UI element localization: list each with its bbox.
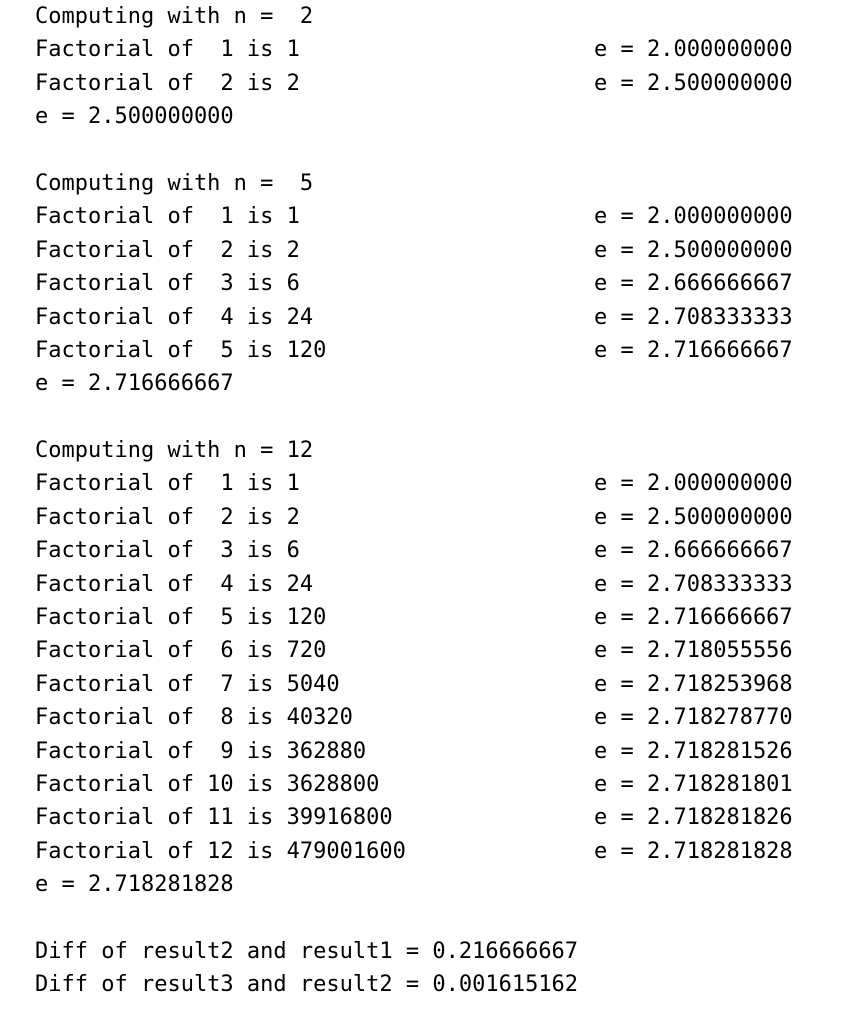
factorial-row: [35, 234, 835, 267]
factorial-row: [35, 701, 835, 734]
factorial-text: Factorial of 10 is 3628800: [35, 771, 380, 797]
blank-line: [35, 902, 835, 935]
e-value: e = 2.718278770: [594, 705, 793, 731]
e-value: e = 2.666666667: [594, 271, 793, 297]
e-value: e = 2.716666667: [594, 605, 793, 631]
result-text: e = 2.716666667: [35, 371, 234, 397]
factorial-row: [35, 668, 835, 701]
e-value: e = 2.000000000: [594, 471, 793, 497]
diff-text: Diff of result3 and result2 = 0.001615162: [35, 972, 579, 998]
e-value: e = 2.000000000: [594, 37, 793, 63]
factorial-row: [35, 267, 835, 300]
factorial-row: [35, 835, 835, 868]
factorial-text: Factorial of 2 is 2: [35, 504, 300, 530]
factorial-text: Factorial of 6 is 720: [35, 638, 327, 664]
e-value: e = 2.000000000: [594, 204, 793, 230]
factorial-row: [35, 568, 835, 601]
e-value: e = 2.718253968: [594, 671, 793, 697]
header-text: Computing with n = 2: [35, 4, 314, 29]
factorial-row: [35, 200, 835, 233]
diff-line: [35, 968, 835, 1001]
factorial-text: Factorial of 5 is 120: [35, 337, 327, 363]
factorial-text: Factorial of 3 is 6: [35, 538, 300, 564]
factorial-text: Factorial of 4 is 24: [35, 304, 314, 330]
factorial-text: Factorial of 1 is 1: [35, 204, 300, 230]
factorial-text: Factorial of 9 is 362880: [35, 738, 367, 764]
factorial-text: Factorial of 11 is 39916800: [35, 805, 393, 831]
blank-line: [35, 134, 835, 167]
block-result: [35, 367, 835, 400]
console-output: [35, 0, 835, 1002]
factorial-row: [35, 67, 835, 100]
result-text: e = 2.718281828: [35, 872, 234, 898]
factorial-text: Factorial of 3 is 6: [35, 271, 300, 297]
e-value: e = 2.500000000: [594, 70, 793, 96]
e-value: e = 2.718281828: [594, 838, 793, 864]
header-text: Computing with n = 12: [35, 438, 314, 464]
factorial-row: [35, 334, 835, 367]
factorial-row: [35, 467, 835, 500]
factorial-row: [35, 735, 835, 768]
block-result: [35, 100, 835, 133]
factorial-row: [35, 634, 835, 667]
factorial-text: Factorial of 8 is 40320: [35, 705, 353, 731]
e-value: e = 2.718281826: [594, 805, 793, 831]
e-value: e = 2.500000000: [594, 237, 793, 263]
factorial-row: [35, 501, 835, 534]
factorial-text: Factorial of 7 is 5040: [35, 671, 340, 697]
factorial-row: [35, 768, 835, 801]
block-header: [35, 167, 835, 200]
e-value: e = 2.666666667: [594, 538, 793, 564]
factorial-text: Factorial of 4 is 24: [35, 571, 314, 597]
result-text: e = 2.500000000: [35, 104, 234, 130]
block-header: [35, 0, 835, 33]
e-value: e = 2.708333333: [594, 571, 793, 597]
factorial-text: Factorial of 1 is 1: [35, 471, 300, 497]
factorial-row: [35, 534, 835, 567]
factorial-text: Factorial of 12 is 479001600: [35, 838, 406, 864]
factorial-row: [35, 601, 835, 634]
block-result: [35, 868, 835, 901]
e-value: e = 2.718281526: [594, 738, 793, 764]
factorial-row: [35, 33, 835, 66]
factorial-text: Factorial of 2 is 2: [35, 70, 300, 96]
e-value: e = 2.708333333: [594, 304, 793, 330]
e-value: e = 2.718055556: [594, 638, 793, 664]
factorial-text: Factorial of 1 is 1: [35, 37, 300, 63]
e-value: e = 2.716666667: [594, 337, 793, 363]
block-header: [35, 434, 835, 467]
factorial-text: Factorial of 5 is 120: [35, 605, 327, 631]
factorial-row: [35, 801, 835, 834]
diff-line: [35, 935, 835, 968]
header-text: Computing with n = 5: [35, 170, 314, 196]
e-value: e = 2.718281801: [594, 771, 793, 797]
factorial-row: [35, 301, 835, 334]
factorial-text: Factorial of 2 is 2: [35, 237, 300, 263]
diff-text: Diff of result2 and result1 = 0.216666667: [35, 938, 579, 964]
e-value: e = 2.500000000: [594, 504, 793, 530]
blank-line: [35, 401, 835, 434]
